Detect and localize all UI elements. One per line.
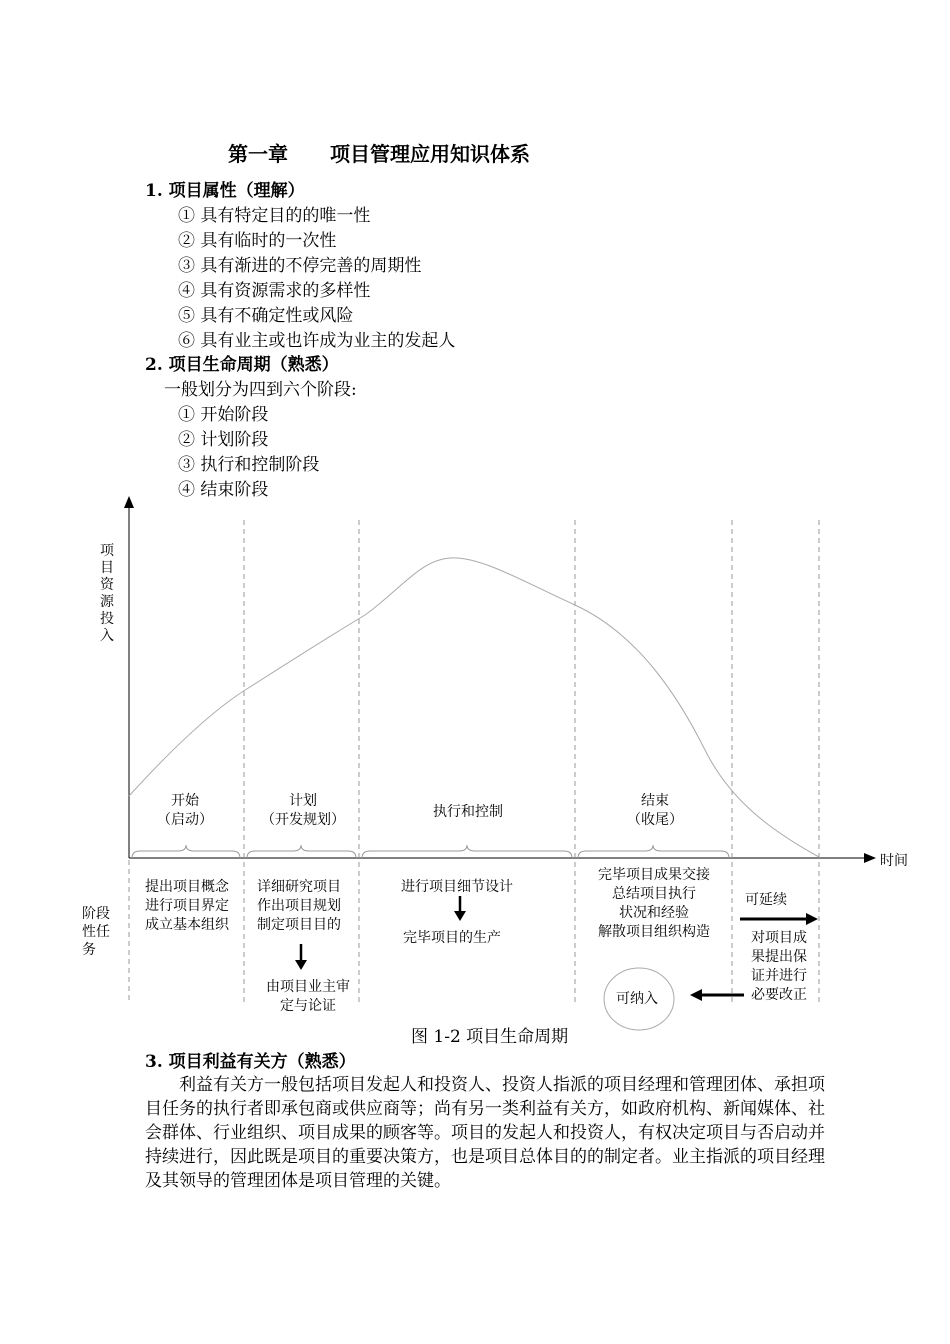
phase-brace — [362, 845, 572, 858]
section1-item: ⑥ 具有业主或也许成为业主的发起人 — [178, 331, 456, 351]
section1-item: ① 具有特定目的的唯一性 — [178, 206, 371, 226]
tasks-plan: 详细研究项目 作出项目规划 制定项目目的 — [257, 879, 341, 933]
include-label: 可纳入 — [616, 991, 658, 1007]
x-axis-arrowhead — [864, 853, 876, 863]
tasks-exec: 进行项目细节设计 — [401, 879, 513, 895]
section1-item: ③ 具有渐进的不停完善的周期性 — [178, 256, 422, 276]
section2-item: ③ 执行和控制阶段 — [178, 455, 320, 475]
section2-item: ① 开始阶段 — [178, 405, 269, 425]
section3-paragraph: 利益有关方一般包括项目发起人和投资人、投资人指派的项目经理和管理团体、承担项目任务的执行者即承包商或供应商等；尚有另一类利益有关方，如政府机构、新闻媒体、社会群体、行业组织、项目成果的顾客等。项目的发起人和投资人，有权决定项目与否启动并持续进行，因此既是项目的重要决策方，也是项目总体目的的制定者。业主指派的项目经理及其领导的管理团体是项目管理的关键。 — [145, 1075, 825, 1191]
chapter-number: 第一章 — [228, 142, 288, 166]
figure-caption: 图 1-2 项目生命周期 — [411, 1027, 569, 1047]
section2-item: ② 计划阶段 — [178, 430, 269, 450]
section1-heading: 1. 项目属性（理解） — [145, 181, 305, 201]
phase-brace — [578, 845, 729, 858]
phase-label-close: 结束 （收尾） — [627, 793, 683, 828]
tasks-start: 提出项目概念 进行项目界定 成立基本组织 — [145, 879, 229, 933]
y-axis-label: 项目资源投入 — [100, 543, 114, 644]
extend-label: 可延续 — [745, 892, 787, 908]
extend-text: 对项目成 果提出保 证并进行 必要改正 — [751, 930, 807, 1003]
section2-intro: 一般划分为四到六个阶段: — [164, 380, 357, 400]
tasks-exec-result: 完毕项目的生产 — [403, 930, 501, 946]
section1-item: ⑤ 具有不确定性或风险 — [178, 306, 354, 326]
tasks-close: 完毕项目成果交接 总结项目执行 状况和经验 解散项目组织构造 — [598, 867, 710, 940]
section3-heading: 3. 项目利益有关方（熟悉） — [145, 1052, 356, 1072]
section2-item: ④ 结束阶段 — [178, 480, 269, 500]
phase-label-exec: 执行和控制 — [433, 804, 503, 820]
chapter-title: 项目管理应用知识体系 — [330, 142, 530, 166]
row-label: 阶段性任务 — [82, 906, 110, 958]
phase-label-start: 开始 （启动） — [157, 793, 213, 828]
x-axis-label: 时间 — [880, 853, 908, 869]
y-axis-arrowhead — [124, 496, 134, 508]
section1-item: ② 具有临时的一次性 — [178, 231, 337, 251]
section2-heading: 2. 项目生命周期（熟悉） — [145, 355, 339, 375]
tasks-plan-result: 由项目业主审 定与论证 — [266, 979, 350, 1014]
phase-brace — [247, 845, 356, 858]
phase-label-plan: 计划 （开发规划） — [261, 793, 345, 828]
phase-brace — [132, 845, 240, 858]
section1-item: ④ 具有资源需求的多样性 — [178, 281, 371, 301]
